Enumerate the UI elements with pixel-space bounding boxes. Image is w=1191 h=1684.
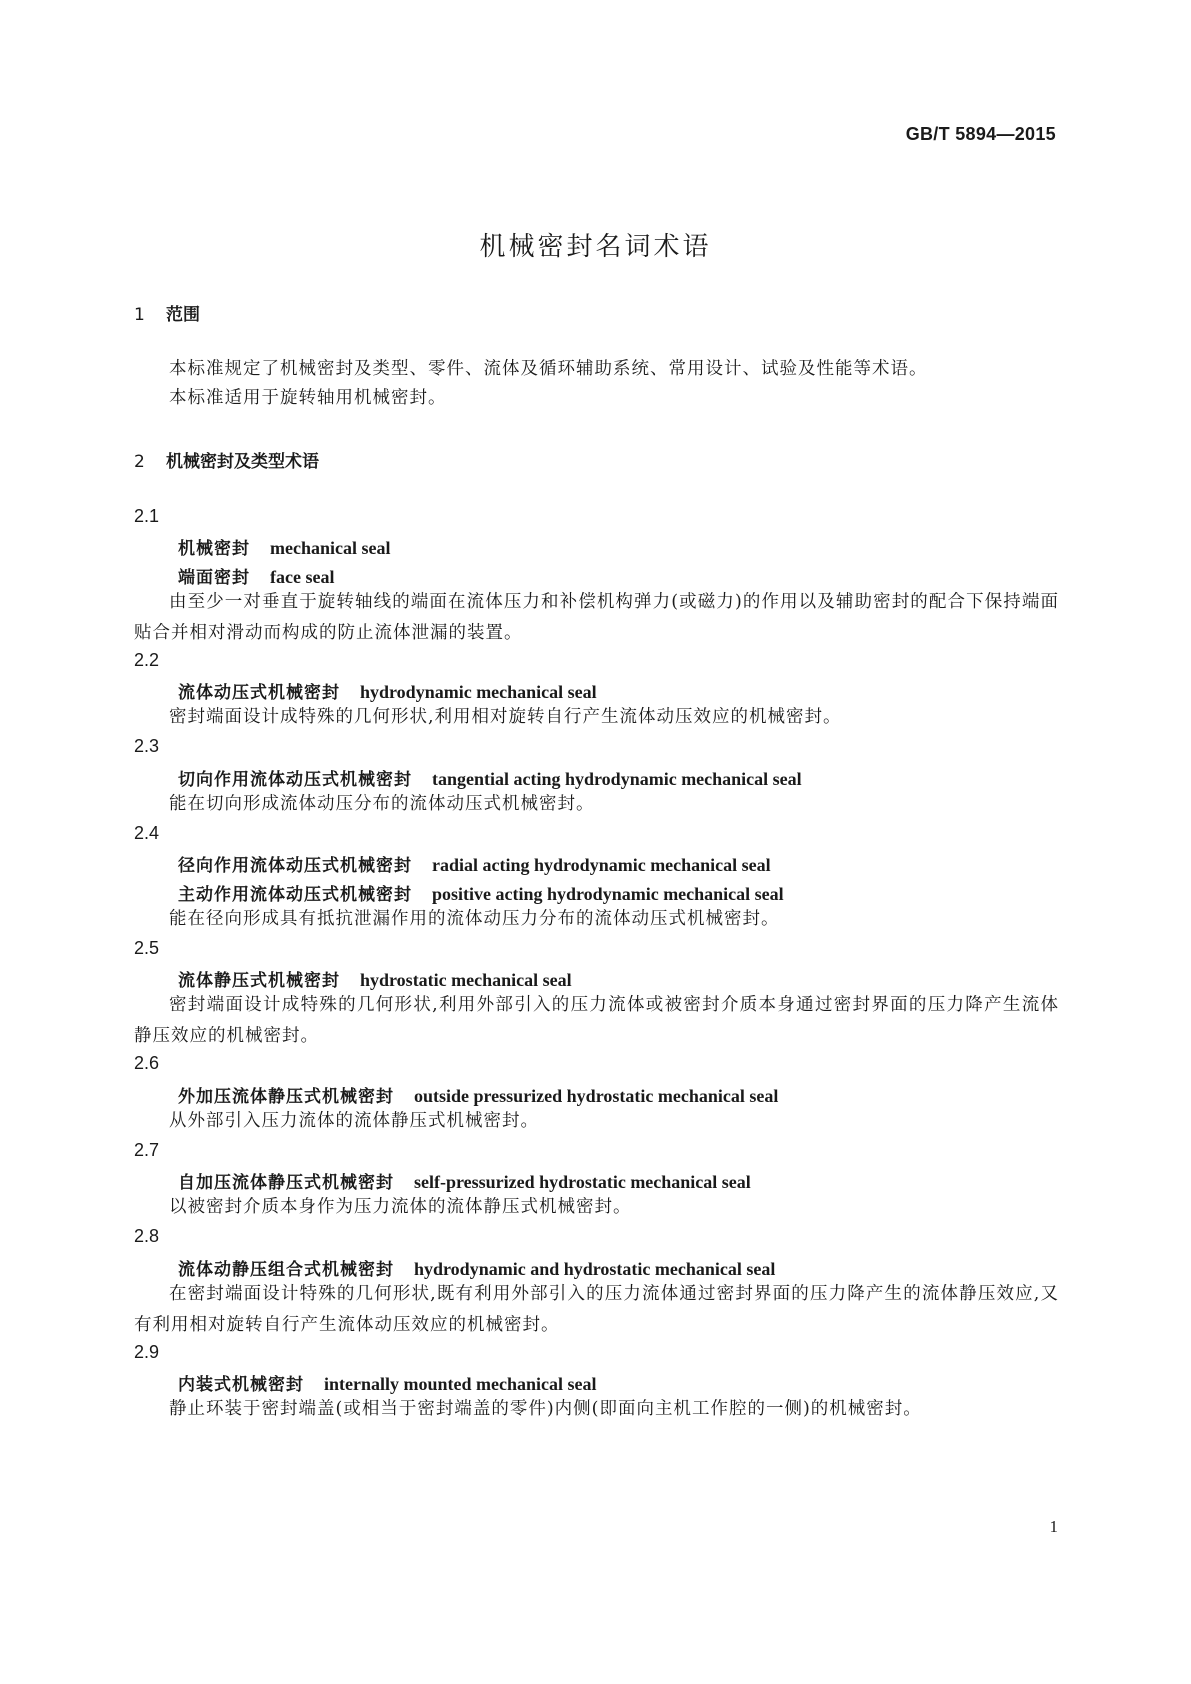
term-english: outside pressurized hydrostatic mechanical seal	[414, 1086, 779, 1106]
term-english: hydrodynamic and hydrostatic mechanical seal	[414, 1259, 776, 1279]
term-english: self-pressurized hydrostatic mechanical seal	[414, 1172, 751, 1192]
term-english: hydrostatic mechanical seal	[360, 970, 572, 990]
term-english: face seal	[270, 567, 335, 587]
document-title: 机械密封名词术语	[479, 232, 712, 262]
clause-number: 2.1	[134, 506, 160, 526]
term-english: mechanical seal	[270, 538, 391, 558]
term-definition: 密封端面设计成特殊的几何形状,利用外部引入的压力流体或被密封介质本身通过密封界面的压力降产生流体静压效应的机械密封。	[134, 995, 1059, 1046]
term-english: hydrodynamic mechanical seal	[360, 682, 597, 702]
term-chinese: 流体静压式机械密封	[178, 971, 340, 991]
term-entry	[178, 851, 771, 876]
clause-number: 2.7	[134, 1140, 160, 1160]
section-heading-scope	[134, 300, 200, 325]
term-chinese: 流体动静压组合式机械密封	[178, 1260, 394, 1280]
term-chinese: 主动作用流体动压式机械密封	[178, 885, 412, 905]
term-chinese: 内装式机械密封	[178, 1375, 304, 1395]
term-entry	[178, 1255, 775, 1280]
term-entry	[178, 765, 802, 790]
term-entry	[178, 534, 390, 559]
term-chinese: 端面密封	[178, 568, 250, 588]
section-title: 机械密封及类型术语	[166, 452, 319, 472]
term-entry	[178, 678, 597, 703]
clause-number: 2.5	[134, 938, 160, 958]
term-definition: 能在径向形成具有抵抗泄漏作用的流体动压力分布的流体动压式机械密封。	[169, 909, 780, 929]
term-entry	[178, 1168, 751, 1193]
term-english: radial acting hydrodynamic mechanical seal	[432, 855, 771, 875]
standard-code: GB/T 5894—2015	[905, 124, 1056, 144]
clause-number: 2.4	[134, 823, 160, 843]
term-entry	[178, 563, 334, 588]
clause-number: 2.3	[134, 736, 160, 756]
scope-paragraph: 本标准规定了机械密封及类型、零件、流体及循环辅助系统、常用设计、试验及性能等术语。	[169, 359, 928, 379]
section-number: 1	[134, 305, 145, 325]
clause-number: 2.8	[134, 1226, 160, 1246]
clause-number: 2.9	[134, 1342, 160, 1362]
clause-number: 2.2	[134, 650, 160, 670]
term-definition: 从外部引入压力流体的流体静压式机械密封。	[169, 1111, 539, 1131]
term-definition: 密封端面设计成特殊的几何形状,利用相对旋转自行产生流体动压效应的机械密封。	[169, 707, 842, 727]
term-english: tangential acting hydrodynamic mechanical seal	[432, 769, 802, 789]
term-chinese: 外加压流体静压式机械密封	[178, 1087, 394, 1107]
section-heading-types	[134, 447, 319, 472]
page-number: 1	[1049, 1517, 1058, 1536]
section-number: 2	[134, 452, 145, 472]
term-entry	[178, 966, 572, 991]
term-definition: 由至少一对垂直于旋转轴线的端面在流体压力和补偿机构弹力(或磁力)的作用以及辅助密封的配合下保持端面贴合并相对滑动而构成的防止流体泄漏的装置。	[134, 592, 1059, 643]
term-definition: 能在切向形成流体动压分布的流体动压式机械密封。	[169, 794, 595, 814]
term-definition: 以被密封介质本身作为压力流体的流体静压式机械密封。	[169, 1197, 632, 1217]
section-title: 范围	[166, 305, 200, 325]
term-chinese: 自加压流体静压式机械密封	[178, 1173, 394, 1193]
term-english: positive acting hydrodynamic mechanical seal	[432, 884, 784, 904]
term-chinese: 径向作用流体动压式机械密封	[178, 856, 412, 876]
term-english: internally mounted mechanical seal	[324, 1374, 597, 1394]
term-entry	[178, 880, 784, 905]
term-chinese: 机械密封	[178, 539, 250, 559]
term-definition: 静止环装于密封端盖(或相当于密封端盖的零件)内侧(即面向主机工作腔的一侧)的机械密封。	[169, 1399, 922, 1419]
term-entry	[178, 1082, 778, 1107]
term-chinese: 切向作用流体动压式机械密封	[178, 770, 412, 790]
term-entry	[178, 1370, 597, 1395]
term-chinese: 流体动压式机械密封	[178, 683, 340, 703]
clause-number: 2.6	[134, 1053, 160, 1073]
term-definition: 在密封端面设计特殊的几何形状,既有利用外部引入的压力流体通过密封界面的压力降产生的流体静压效应,又有利用相对旋转自行产生流体动压效应的机械密封。	[134, 1284, 1059, 1335]
scope-paragraph: 本标准适用于旋转轴用机械密封。	[169, 388, 447, 408]
